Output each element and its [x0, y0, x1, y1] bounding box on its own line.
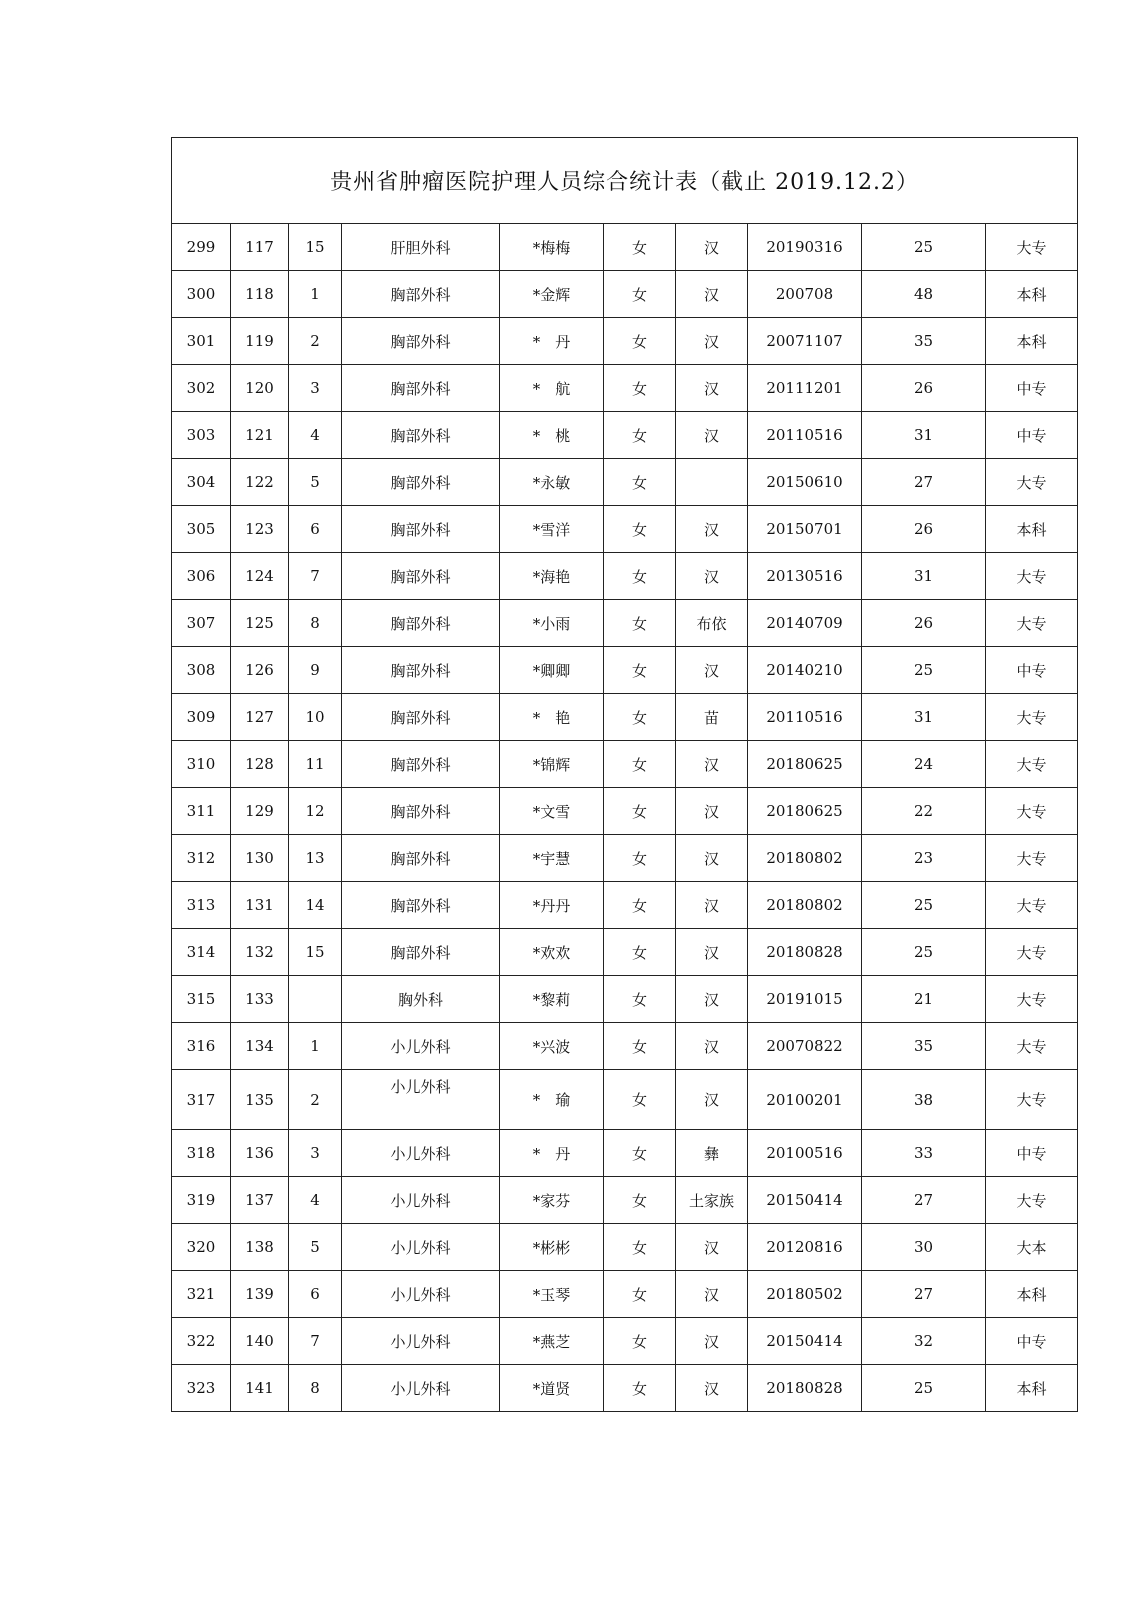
- ethnicity-cell: 汉: [676, 647, 748, 694]
- serial-number-cell: 303: [172, 412, 231, 459]
- education-cell: 大专: [986, 1070, 1078, 1130]
- sub-number-cell: 122: [231, 459, 289, 506]
- education-cell: 本科: [986, 1365, 1078, 1412]
- serial-number-cell: 313: [172, 882, 231, 929]
- table-row: [172, 1177, 1078, 1224]
- age-cell: 25: [862, 647, 986, 694]
- name-cell: *丹丹: [500, 882, 604, 929]
- age-cell: 48: [862, 271, 986, 318]
- department-cell: 胸部外科: [342, 553, 500, 600]
- statistics-sheet: [171, 137, 1077, 1412]
- education-cell: 中专: [986, 1130, 1078, 1177]
- dept-index-cell: 13: [289, 835, 342, 882]
- department-cell: 胸部外科: [342, 647, 500, 694]
- ethnicity-cell: 汉: [676, 1271, 748, 1318]
- table-row: [172, 506, 1078, 553]
- dept-index-cell: 4: [289, 412, 342, 459]
- gender-cell: 女: [604, 1177, 676, 1224]
- age-cell: 27: [862, 1271, 986, 1318]
- start-date-cell: 20150414: [748, 1177, 862, 1224]
- table-row: [172, 1070, 1078, 1130]
- education-cell: 本科: [986, 506, 1078, 553]
- dept-index-cell: 6: [289, 1271, 342, 1318]
- sub-number-cell: 119: [231, 318, 289, 365]
- sub-number-cell: 141: [231, 1365, 289, 1412]
- serial-number-cell: 302: [172, 365, 231, 412]
- serial-number-cell: 309: [172, 694, 231, 741]
- name-cell: * 桃: [500, 412, 604, 459]
- table-row: [172, 224, 1078, 271]
- sub-number-cell: 139: [231, 1271, 289, 1318]
- sub-number-cell: 126: [231, 647, 289, 694]
- table-row: [172, 365, 1078, 412]
- name-cell: *海艳: [500, 553, 604, 600]
- start-date-cell: 20180828: [748, 1365, 862, 1412]
- sub-number-cell: 134: [231, 1023, 289, 1070]
- start-date-cell: 20190316: [748, 224, 862, 271]
- education-cell: 大专: [986, 224, 1078, 271]
- dept-index-cell: 7: [289, 553, 342, 600]
- table-row: [172, 694, 1078, 741]
- name-cell: *玉琴: [500, 1271, 604, 1318]
- education-cell: 本科: [986, 318, 1078, 365]
- ethnicity-cell: [676, 459, 748, 506]
- start-date-cell: 20180502: [748, 1271, 862, 1318]
- gender-cell: 女: [604, 365, 676, 412]
- ethnicity-cell: 汉: [676, 1365, 748, 1412]
- sub-number-cell: 140: [231, 1318, 289, 1365]
- department-cell: 胸部外科: [342, 412, 500, 459]
- name-cell: *彬彬: [500, 1224, 604, 1271]
- gender-cell: 女: [604, 271, 676, 318]
- sub-number-cell: 125: [231, 600, 289, 647]
- education-cell: 大专: [986, 882, 1078, 929]
- serial-number-cell: 317: [172, 1070, 231, 1130]
- ethnicity-cell: 汉: [676, 1023, 748, 1070]
- age-cell: 26: [862, 506, 986, 553]
- sub-number-cell: 137: [231, 1177, 289, 1224]
- department-cell: 胸部外科: [342, 882, 500, 929]
- name-cell: *锦辉: [500, 741, 604, 788]
- dept-index-cell: 2: [289, 318, 342, 365]
- ethnicity-cell: 汉: [676, 741, 748, 788]
- start-date-cell: 20100201: [748, 1070, 862, 1130]
- name-cell: *永敏: [500, 459, 604, 506]
- table-row: [172, 553, 1078, 600]
- education-cell: 中专: [986, 412, 1078, 459]
- name-cell: *文雪: [500, 788, 604, 835]
- ethnicity-cell: 苗: [676, 694, 748, 741]
- age-cell: 24: [862, 741, 986, 788]
- serial-number-cell: 319: [172, 1177, 231, 1224]
- start-date-cell: 200708: [748, 271, 862, 318]
- name-cell: *欢欢: [500, 929, 604, 976]
- sub-number-cell: 133: [231, 976, 289, 1023]
- name-cell: *燕芝: [500, 1318, 604, 1365]
- name-cell: *雪洋: [500, 506, 604, 553]
- gender-cell: 女: [604, 976, 676, 1023]
- start-date-cell: 20110516: [748, 412, 862, 459]
- dept-index-cell: 15: [289, 929, 342, 976]
- sub-number-cell: 136: [231, 1130, 289, 1177]
- gender-cell: 女: [604, 882, 676, 929]
- gender-cell: 女: [604, 1271, 676, 1318]
- education-cell: 大专: [986, 553, 1078, 600]
- dept-index-cell: 10: [289, 694, 342, 741]
- table-row: [172, 318, 1078, 365]
- sub-number-cell: 138: [231, 1224, 289, 1271]
- education-cell: 大专: [986, 600, 1078, 647]
- name-cell: * 航: [500, 365, 604, 412]
- education-cell: 大专: [986, 694, 1078, 741]
- table-title: 贵州省肿瘤医院护理人员综合统计表（截止 2019.12.2）: [172, 138, 1078, 224]
- gender-cell: 女: [604, 647, 676, 694]
- gender-cell: 女: [604, 553, 676, 600]
- age-cell: 38: [862, 1070, 986, 1130]
- serial-number-cell: 306: [172, 553, 231, 600]
- dept-index-cell: 3: [289, 365, 342, 412]
- table-row: [172, 976, 1078, 1023]
- sub-number-cell: 123: [231, 506, 289, 553]
- department-cell: 胸部外科: [342, 600, 500, 647]
- serial-number-cell: 318: [172, 1130, 231, 1177]
- age-cell: 25: [862, 929, 986, 976]
- age-cell: 32: [862, 1318, 986, 1365]
- age-cell: 35: [862, 318, 986, 365]
- sub-number-cell: 124: [231, 553, 289, 600]
- education-cell: 中专: [986, 647, 1078, 694]
- education-cell: 大专: [986, 788, 1078, 835]
- ethnicity-cell: 汉: [676, 1070, 748, 1130]
- start-date-cell: 20150414: [748, 1318, 862, 1365]
- age-cell: 31: [862, 694, 986, 741]
- table-row: [172, 1365, 1078, 1412]
- ethnicity-cell: 布依: [676, 600, 748, 647]
- age-cell: 27: [862, 1177, 986, 1224]
- table-row: [172, 835, 1078, 882]
- start-date-cell: 20150701: [748, 506, 862, 553]
- gender-cell: 女: [604, 459, 676, 506]
- serial-number-cell: 300: [172, 271, 231, 318]
- table-row: [172, 647, 1078, 694]
- serial-number-cell: 320: [172, 1224, 231, 1271]
- sub-number-cell: 132: [231, 929, 289, 976]
- age-cell: 25: [862, 224, 986, 271]
- age-cell: 31: [862, 553, 986, 600]
- dept-index-cell: 9: [289, 647, 342, 694]
- table-row: [172, 1318, 1078, 1365]
- ethnicity-cell: 土家族: [676, 1177, 748, 1224]
- age-cell: 33: [862, 1130, 986, 1177]
- gender-cell: 女: [604, 835, 676, 882]
- start-date-cell: 20110516: [748, 694, 862, 741]
- start-date-cell: 20100516: [748, 1130, 862, 1177]
- serial-number-cell: 314: [172, 929, 231, 976]
- department-cell: 胸部外科: [342, 929, 500, 976]
- dept-index-cell: 12: [289, 788, 342, 835]
- education-cell: 中专: [986, 365, 1078, 412]
- table-row: [172, 1130, 1078, 1177]
- start-date-cell: 20140210: [748, 647, 862, 694]
- dept-index-cell: 15: [289, 224, 342, 271]
- age-cell: 22: [862, 788, 986, 835]
- serial-number-cell: 301: [172, 318, 231, 365]
- gender-cell: 女: [604, 1318, 676, 1365]
- department-cell: 胸部外科: [342, 788, 500, 835]
- name-cell: * 丹: [500, 318, 604, 365]
- department-cell: 小儿外科: [342, 1271, 500, 1318]
- dept-index-cell: 4: [289, 1177, 342, 1224]
- table-row: [172, 882, 1078, 929]
- gender-cell: 女: [604, 506, 676, 553]
- title-row: [172, 138, 1078, 224]
- dept-index-cell: 3: [289, 1130, 342, 1177]
- gender-cell: 女: [604, 1224, 676, 1271]
- department-cell: 肝胆外科: [342, 224, 500, 271]
- department-cell: 胸外科: [342, 976, 500, 1023]
- nursing-staff-table: [171, 137, 1078, 1412]
- ethnicity-cell: 汉: [676, 318, 748, 365]
- department-cell: 胸部外科: [342, 694, 500, 741]
- name-cell: *家芬: [500, 1177, 604, 1224]
- gender-cell: 女: [604, 788, 676, 835]
- age-cell: 23: [862, 835, 986, 882]
- age-cell: 21: [862, 976, 986, 1023]
- age-cell: 25: [862, 882, 986, 929]
- serial-number-cell: 310: [172, 741, 231, 788]
- age-cell: 25: [862, 1365, 986, 1412]
- start-date-cell: 20120816: [748, 1224, 862, 1271]
- gender-cell: 女: [604, 1130, 676, 1177]
- table-row: [172, 1271, 1078, 1318]
- name-cell: *卿卿: [500, 647, 604, 694]
- education-cell: 大专: [986, 976, 1078, 1023]
- sub-number-cell: 128: [231, 741, 289, 788]
- start-date-cell: 20130516: [748, 553, 862, 600]
- name-cell: * 丹: [500, 1130, 604, 1177]
- sub-number-cell: 121: [231, 412, 289, 459]
- ethnicity-cell: 汉: [676, 929, 748, 976]
- age-cell: 26: [862, 600, 986, 647]
- age-cell: 27: [862, 459, 986, 506]
- gender-cell: 女: [604, 929, 676, 976]
- dept-index-cell: 14: [289, 882, 342, 929]
- gender-cell: 女: [604, 694, 676, 741]
- education-cell: 大专: [986, 741, 1078, 788]
- dept-index-cell: 8: [289, 600, 342, 647]
- ethnicity-cell: 汉: [676, 506, 748, 553]
- table-row: [172, 929, 1078, 976]
- start-date-cell: 20180802: [748, 835, 862, 882]
- education-cell: 大专: [986, 459, 1078, 506]
- gender-cell: 女: [604, 600, 676, 647]
- table-row: [172, 741, 1078, 788]
- serial-number-cell: 305: [172, 506, 231, 553]
- sub-number-cell: 118: [231, 271, 289, 318]
- department-cell: 胸部外科: [342, 318, 500, 365]
- dept-index-cell: [289, 976, 342, 1023]
- sub-number-cell: 129: [231, 788, 289, 835]
- serial-number-cell: 323: [172, 1365, 231, 1412]
- serial-number-cell: 308: [172, 647, 231, 694]
- dept-index-cell: 1: [289, 271, 342, 318]
- start-date-cell: 20071107: [748, 318, 862, 365]
- serial-number-cell: 315: [172, 976, 231, 1023]
- gender-cell: 女: [604, 741, 676, 788]
- start-date-cell: 20140709: [748, 600, 862, 647]
- education-cell: 大专: [986, 929, 1078, 976]
- department-cell: 小儿外科: [342, 1023, 500, 1070]
- name-cell: *金辉: [500, 271, 604, 318]
- education-cell: 中专: [986, 1318, 1078, 1365]
- sub-number-cell: 117: [231, 224, 289, 271]
- name-cell: *道贤: [500, 1365, 604, 1412]
- start-date-cell: 20180625: [748, 788, 862, 835]
- name-cell: *兴波: [500, 1023, 604, 1070]
- ethnicity-cell: 汉: [676, 553, 748, 600]
- gender-cell: 女: [604, 1023, 676, 1070]
- serial-number-cell: 312: [172, 835, 231, 882]
- gender-cell: 女: [604, 412, 676, 459]
- age-cell: 35: [862, 1023, 986, 1070]
- ethnicity-cell: 汉: [676, 976, 748, 1023]
- table-row: [172, 1224, 1078, 1271]
- name-cell: *梅梅: [500, 224, 604, 271]
- start-date-cell: 20191015: [748, 976, 862, 1023]
- name-cell: * 瑜: [500, 1070, 604, 1130]
- sub-number-cell: 120: [231, 365, 289, 412]
- table-row: [172, 1023, 1078, 1070]
- dept-index-cell: 8: [289, 1365, 342, 1412]
- sub-number-cell: 131: [231, 882, 289, 929]
- start-date-cell: 20150610: [748, 459, 862, 506]
- start-date-cell: 20180828: [748, 929, 862, 976]
- education-cell: 大专: [986, 1023, 1078, 1070]
- department-cell: 小儿外科: [342, 1070, 500, 1130]
- sub-number-cell: 127: [231, 694, 289, 741]
- dept-index-cell: 5: [289, 459, 342, 506]
- start-date-cell: 20180625: [748, 741, 862, 788]
- education-cell: 本科: [986, 271, 1078, 318]
- ethnicity-cell: 汉: [676, 1318, 748, 1365]
- department-cell: 胸部外科: [342, 741, 500, 788]
- serial-number-cell: 316: [172, 1023, 231, 1070]
- education-cell: 大专: [986, 1177, 1078, 1224]
- ethnicity-cell: 彝: [676, 1130, 748, 1177]
- gender-cell: 女: [604, 318, 676, 365]
- dept-index-cell: 5: [289, 1224, 342, 1271]
- gender-cell: 女: [604, 224, 676, 271]
- sub-number-cell: 130: [231, 835, 289, 882]
- department-cell: 胸部外科: [342, 506, 500, 553]
- table-row: [172, 459, 1078, 506]
- serial-number-cell: 299: [172, 224, 231, 271]
- ethnicity-cell: 汉: [676, 1224, 748, 1271]
- name-cell: *宇慧: [500, 835, 604, 882]
- serial-number-cell: 321: [172, 1271, 231, 1318]
- department-cell: 小儿外科: [342, 1224, 500, 1271]
- age-cell: 30: [862, 1224, 986, 1271]
- dept-index-cell: 2: [289, 1070, 342, 1130]
- gender-cell: 女: [604, 1070, 676, 1130]
- dept-index-cell: 11: [289, 741, 342, 788]
- department-cell: 胸部外科: [342, 271, 500, 318]
- dept-index-cell: 6: [289, 506, 342, 553]
- table-row: [172, 412, 1078, 459]
- serial-number-cell: 307: [172, 600, 231, 647]
- name-cell: * 艳: [500, 694, 604, 741]
- department-cell: 小儿外科: [342, 1318, 500, 1365]
- age-cell: 31: [862, 412, 986, 459]
- name-cell: *黎莉: [500, 976, 604, 1023]
- table-row: [172, 271, 1078, 318]
- dept-index-cell: 7: [289, 1318, 342, 1365]
- serial-number-cell: 311: [172, 788, 231, 835]
- start-date-cell: 20070822: [748, 1023, 862, 1070]
- department-cell: 小儿外科: [342, 1130, 500, 1177]
- table-row: [172, 600, 1078, 647]
- table-row: [172, 788, 1078, 835]
- education-cell: 大本: [986, 1224, 1078, 1271]
- ethnicity-cell: 汉: [676, 365, 748, 412]
- department-cell: 胸部外科: [342, 835, 500, 882]
- start-date-cell: 20180802: [748, 882, 862, 929]
- department-cell: 胸部外科: [342, 365, 500, 412]
- sub-number-cell: 135: [231, 1070, 289, 1130]
- name-cell: *小雨: [500, 600, 604, 647]
- gender-cell: 女: [604, 1365, 676, 1412]
- ethnicity-cell: 汉: [676, 412, 748, 459]
- ethnicity-cell: 汉: [676, 224, 748, 271]
- department-cell: 胸部外科: [342, 459, 500, 506]
- department-cell: 小儿外科: [342, 1365, 500, 1412]
- age-cell: 26: [862, 365, 986, 412]
- department-cell: 小儿外科: [342, 1177, 500, 1224]
- ethnicity-cell: 汉: [676, 271, 748, 318]
- start-date-cell: 20111201: [748, 365, 862, 412]
- education-cell: 本科: [986, 1271, 1078, 1318]
- ethnicity-cell: 汉: [676, 835, 748, 882]
- serial-number-cell: 322: [172, 1318, 231, 1365]
- dept-index-cell: 1: [289, 1023, 342, 1070]
- ethnicity-cell: 汉: [676, 882, 748, 929]
- ethnicity-cell: 汉: [676, 788, 748, 835]
- education-cell: 大专: [986, 835, 1078, 882]
- serial-number-cell: 304: [172, 459, 231, 506]
